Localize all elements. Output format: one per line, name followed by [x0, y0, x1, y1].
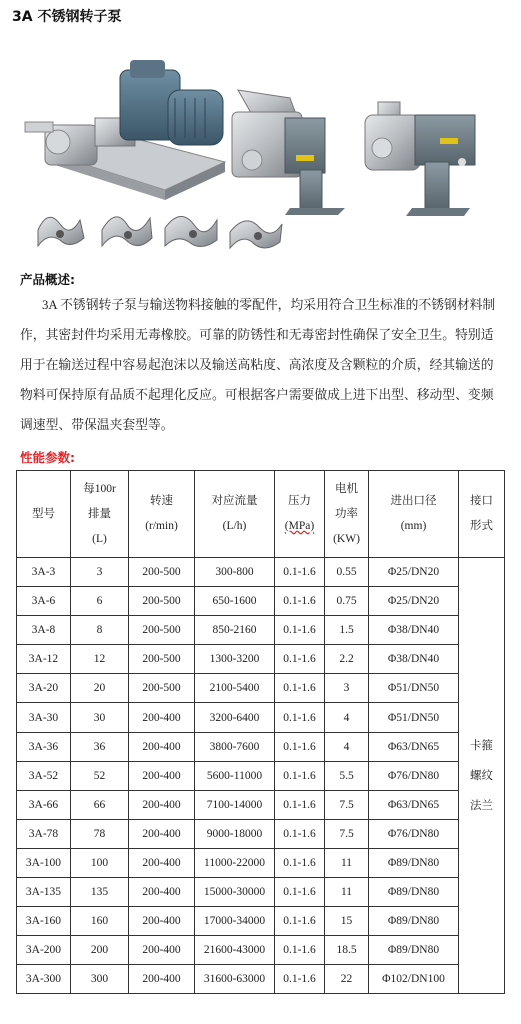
- overview-paragraph: 3A 不锈钢转子泵与输送物料接触的零配件，均采用符合卫生标准的不锈钢材料制作，其密封件均采用无毒橡胶。可靠的防锈性和无毒密封性确保了安全卫生。特别适用于在输送过程中容易起泡沫以及输送高粘度、高浓度及含颗粒的介质，经其输送的物料可保持原有品质不起理化反应。可根据客户需要做成上进下出型、移动型、变频调速型、带保温夹套型等。: [20, 298, 496, 432]
- cell-power: 4: [325, 732, 369, 761]
- cell-model: 3A-3: [17, 558, 71, 587]
- cell-speed: 200-400: [129, 848, 195, 877]
- cell-power: 11: [325, 878, 369, 907]
- cell-model: 3A-160: [17, 907, 71, 936]
- cell-port: Φ89/DN80: [369, 907, 459, 936]
- connection-type: 螺纹: [470, 769, 493, 782]
- table-row: [17, 558, 505, 587]
- cell-pressure: 0.1-1.6: [275, 732, 325, 761]
- cell-model: 3A-36: [17, 732, 71, 761]
- cell-speed: 200-400: [129, 732, 195, 761]
- cell-disp: 160: [71, 907, 129, 936]
- cell-speed: 200-400: [129, 907, 195, 936]
- cell-power: 0.55: [325, 558, 369, 587]
- cell-disp: 100: [71, 848, 129, 877]
- cell-flow: 1300-3200: [195, 645, 275, 674]
- cell-pressure: 0.1-1.6: [275, 645, 325, 674]
- cell-disp: 36: [71, 732, 129, 761]
- header-flow: 对应流量 (L/h): [195, 471, 275, 558]
- cell-speed: 200-400: [129, 878, 195, 907]
- cell-disp: 66: [71, 790, 129, 819]
- cell-model: 3A-8: [17, 616, 71, 645]
- page-title: 3A 不锈钢转子泵: [12, 9, 122, 25]
- cell-pressure: 0.1-1.6: [275, 848, 325, 877]
- cell-model: 3A-20: [17, 674, 71, 703]
- table-row: [17, 674, 505, 703]
- cell-disp: 135: [71, 878, 129, 907]
- rotor-thumbnails: [38, 216, 282, 248]
- cell-speed: 200-400: [129, 761, 195, 790]
- table-row: [17, 848, 505, 877]
- cell-speed: 200-400: [129, 819, 195, 848]
- table-row: [17, 936, 505, 965]
- cell-speed: 200-500: [129, 616, 195, 645]
- cell-speed: 200-500: [129, 645, 195, 674]
- cell-pressure: 0.1-1.6: [275, 703, 325, 732]
- cell-model: 3A-66: [17, 790, 71, 819]
- cell-disp: 52: [71, 761, 129, 790]
- cell-disp: 30: [71, 703, 129, 732]
- table-row: [17, 587, 505, 616]
- header-power: 电机 功率 (KW): [325, 471, 369, 558]
- cell-disp: 8: [71, 616, 129, 645]
- overview-heading: 产品概述:: [20, 272, 75, 287]
- cell-speed: 200-400: [129, 936, 195, 965]
- cell-connection-types: [459, 558, 505, 994]
- cell-port: Φ63/DN65: [369, 732, 459, 761]
- header-port: 进出口径 (mm): [369, 471, 459, 558]
- cell-power: 2.2: [325, 645, 369, 674]
- product-photos: [0, 30, 521, 270]
- cell-power: 3: [325, 674, 369, 703]
- table-row: [17, 645, 505, 674]
- cell-flow: 850-2160: [195, 616, 275, 645]
- table-header-row: [17, 471, 505, 558]
- pump-motor-photo: [25, 60, 225, 200]
- cell-flow: 2100-5400: [195, 674, 275, 703]
- cell-pressure: 0.1-1.6: [275, 616, 325, 645]
- cell-model: 3A-300: [17, 965, 71, 994]
- cell-power: 4: [325, 703, 369, 732]
- cell-port: Φ102/DN100: [369, 965, 459, 994]
- table-row: [17, 907, 505, 936]
- cell-speed: 200-500: [129, 674, 195, 703]
- cell-flow: 3200-6400: [195, 703, 275, 732]
- cell-speed: 200-400: [129, 790, 195, 819]
- table-row: [17, 965, 505, 994]
- cell-port: Φ51/DN50: [369, 674, 459, 703]
- header-speed: 转速 (r/min): [129, 471, 195, 558]
- cell-disp: 200: [71, 936, 129, 965]
- cell-port: Φ38/DN40: [369, 645, 459, 674]
- cell-flow: 15000-30000: [195, 878, 275, 907]
- cell-pressure: 0.1-1.6: [275, 936, 325, 965]
- header-pressure: 压力 (MPa): [275, 471, 325, 558]
- cell-pressure: 0.1-1.6: [275, 674, 325, 703]
- cell-port: Φ76/DN80: [369, 819, 459, 848]
- cell-flow: 3800-7600: [195, 732, 275, 761]
- cell-port: Φ38/DN40: [369, 616, 459, 645]
- table-row: [17, 703, 505, 732]
- cell-port: Φ63/DN65: [369, 790, 459, 819]
- cell-pressure: 0.1-1.6: [275, 790, 325, 819]
- cell-flow: 300-800: [195, 558, 275, 587]
- cell-flow: 5600-11000: [195, 761, 275, 790]
- cell-model: 3A-100: [17, 848, 71, 877]
- table-row: [17, 761, 505, 790]
- cell-flow: 11000-22000: [195, 848, 275, 877]
- table-row: [17, 616, 505, 645]
- spec-table: [16, 470, 505, 994]
- cell-flow: 9000-18000: [195, 819, 275, 848]
- cell-power: 15: [325, 907, 369, 936]
- cell-model: 3A-6: [17, 587, 71, 616]
- cell-pressure: 0.1-1.6: [275, 907, 325, 936]
- cell-disp: 20: [71, 674, 129, 703]
- cell-model: 3A-52: [17, 761, 71, 790]
- cell-model: 3A-135: [17, 878, 71, 907]
- cell-disp: 12: [71, 645, 129, 674]
- cell-pressure: 0.1-1.6: [275, 587, 325, 616]
- cell-port: Φ25/DN20: [369, 587, 459, 616]
- cell-power: 22: [325, 965, 369, 994]
- cell-pressure: 0.1-1.6: [275, 878, 325, 907]
- cell-speed: 200-400: [129, 703, 195, 732]
- table-row: [17, 732, 505, 761]
- cell-pressure: 0.1-1.6: [275, 965, 325, 994]
- cell-flow: 21600-43000: [195, 936, 275, 965]
- connection-type: 法兰: [470, 799, 493, 812]
- cell-power: 7.5: [325, 819, 369, 848]
- cell-pressure: 0.1-1.6: [275, 761, 325, 790]
- cell-flow: 7100-14000: [195, 790, 275, 819]
- table-row: [17, 819, 505, 848]
- cell-port: Φ76/DN80: [369, 761, 459, 790]
- cell-model: 3A-78: [17, 819, 71, 848]
- cell-speed: 200-500: [129, 558, 195, 587]
- cell-model: 3A-12: [17, 645, 71, 674]
- cell-power: 0.75: [325, 587, 369, 616]
- table-row: [17, 878, 505, 907]
- cell-port: Φ51/DN50: [369, 703, 459, 732]
- cell-power: 18.5: [325, 936, 369, 965]
- table-row: [17, 790, 505, 819]
- cell-flow: 31600-63000: [195, 965, 275, 994]
- header-connection: 接口 形式: [459, 471, 505, 558]
- cell-model: 3A-200: [17, 936, 71, 965]
- cell-speed: 200-400: [129, 965, 195, 994]
- header-displacement: 每100r 排量 (L): [71, 471, 129, 558]
- cell-power: 11: [325, 848, 369, 877]
- cell-model: 3A-30: [17, 703, 71, 732]
- cell-pressure: 0.1-1.6: [275, 558, 325, 587]
- hopper-pump-photo: [232, 90, 345, 215]
- vertical-pump-photo: [365, 102, 475, 216]
- cell-disp: 300: [71, 965, 129, 994]
- params-heading: 性能参数:: [20, 450, 75, 465]
- cell-power: 5.5: [325, 761, 369, 790]
- cell-port: Φ89/DN80: [369, 936, 459, 965]
- connection-type: 卡箍: [470, 739, 493, 752]
- header-model: 型号: [17, 471, 71, 558]
- cell-port: Φ89/DN80: [369, 878, 459, 907]
- cell-power: 7.5: [325, 790, 369, 819]
- cell-power: 1.5: [325, 616, 369, 645]
- cell-port: Φ89/DN80: [369, 848, 459, 877]
- cell-port: Φ25/DN20: [369, 558, 459, 587]
- cell-flow: 17000-34000: [195, 907, 275, 936]
- cell-flow: 650-1600: [195, 587, 275, 616]
- cell-speed: 200-500: [129, 587, 195, 616]
- cell-disp: 3: [71, 558, 129, 587]
- cell-disp: 78: [71, 819, 129, 848]
- cell-disp: 6: [71, 587, 129, 616]
- cell-pressure: 0.1-1.6: [275, 819, 325, 848]
